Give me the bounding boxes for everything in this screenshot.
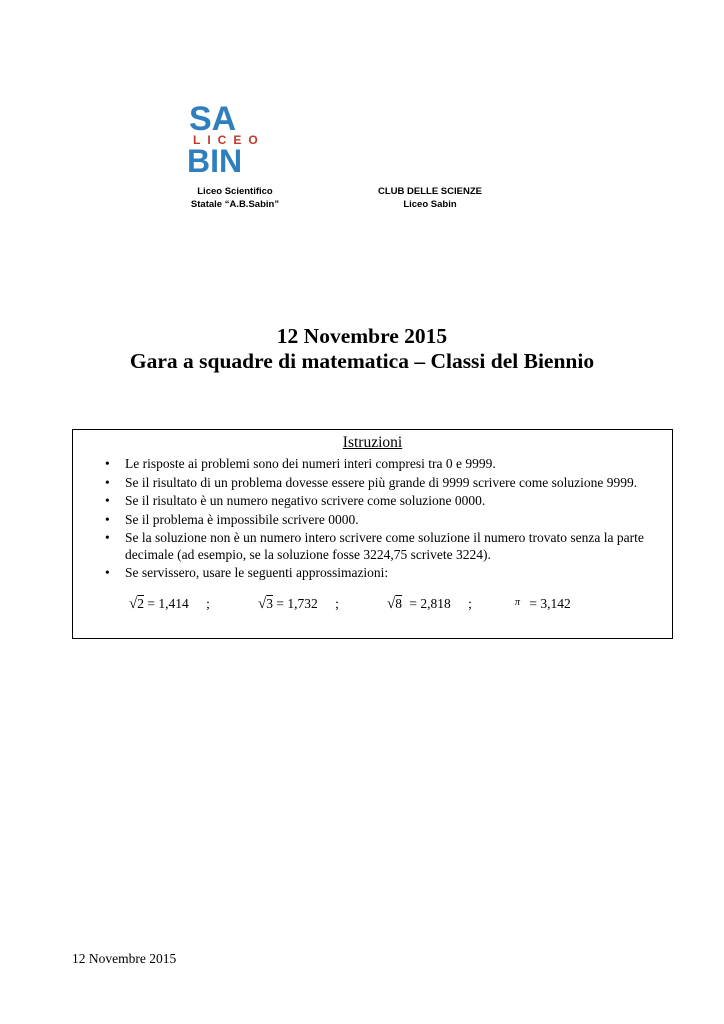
school-name <box>160 185 310 211</box>
approx-value: = 2,818 <box>409 596 451 611</box>
list-item-text: Le risposte ai problemi sono dei numeri interi compresi tra 0 e 9999. <box>125 456 496 471</box>
liceo-sabin-logo <box>185 100 269 176</box>
approx-sqrt3 <box>258 595 339 613</box>
approx-sqrt2 <box>129 595 210 613</box>
instructions-box <box>72 429 673 639</box>
list-item-text: Se il risultato è un numero negativo scrivere come soluzione 0000. <box>125 493 486 508</box>
club-name <box>355 185 505 211</box>
club-name-line: CLUB DELLE SCIENZE <box>378 186 482 197</box>
bullet-icon: • <box>105 474 110 490</box>
list-item-text: Se il problema è impossibile scrivere 0000. <box>125 511 359 527</box>
list-item <box>101 512 651 529</box>
list-item <box>101 565 651 582</box>
club-name-line: Liceo Sabin <box>403 199 457 210</box>
list-item-text: Se la soluzione non è un numero intero scrivere come soluzione il numero trovato senza la parte decimale (ad esempio, se la soluzione fosse 3224,75 scrivete 3224). <box>125 530 644 562</box>
logo-top-letters: SA <box>189 100 237 138</box>
sqrt-symbol: √ <box>387 596 396 612</box>
document-date-title: 12 Novembre 2015 <box>276 324 448 348</box>
bullet-icon: • <box>105 565 110 580</box>
instructions-heading: Istruzioni <box>342 434 403 451</box>
approx-separator: ; <box>468 596 472 611</box>
approx-value: = 1,414 <box>147 596 189 611</box>
list-item <box>101 456 651 473</box>
approx-value: = 3,142 <box>529 596 571 611</box>
footer-date: 12 Novembre 2015 <box>72 951 177 966</box>
instructions-list <box>101 456 651 584</box>
approx-value: = 1,732 <box>276 596 318 611</box>
radicand: 8 <box>395 596 402 611</box>
bullet-icon: • <box>105 511 110 527</box>
sqrt-symbol: √ <box>258 596 267 612</box>
sqrt-symbol: √ <box>129 596 138 612</box>
list-item <box>101 530 651 563</box>
bullet-icon: • <box>105 530 110 545</box>
approx-pi <box>515 595 571 615</box>
school-name-line: Statale “A.B.Sabin” <box>190 199 280 210</box>
logo-bottom-letters: BIN <box>187 143 243 176</box>
document-title: Gara a squadre di matematica – Classi del Biennio <box>129 349 595 373</box>
approx-separator: ; <box>335 596 339 611</box>
pi-symbol: π <box>515 597 521 608</box>
logo-middle-letters: LICEO <box>193 133 265 147</box>
radicand: 3 <box>266 596 273 611</box>
list-item <box>101 475 651 492</box>
list-item <box>101 493 651 510</box>
list-item-text: Se il risultato di un problema dovesse essere più grande di 9999 scrivere come soluzione 9999. <box>125 474 638 490</box>
radicand: 2 <box>137 596 144 611</box>
list-item-text: Se servissero, usare le seguenti approssimazioni: <box>125 565 389 580</box>
bullet-icon: • <box>105 493 110 508</box>
bullet-icon: • <box>105 456 110 471</box>
approx-separator: ; <box>206 596 210 611</box>
school-name-line: Liceo Scientifico <box>197 186 273 197</box>
approx-sqrt8 <box>387 595 472 613</box>
